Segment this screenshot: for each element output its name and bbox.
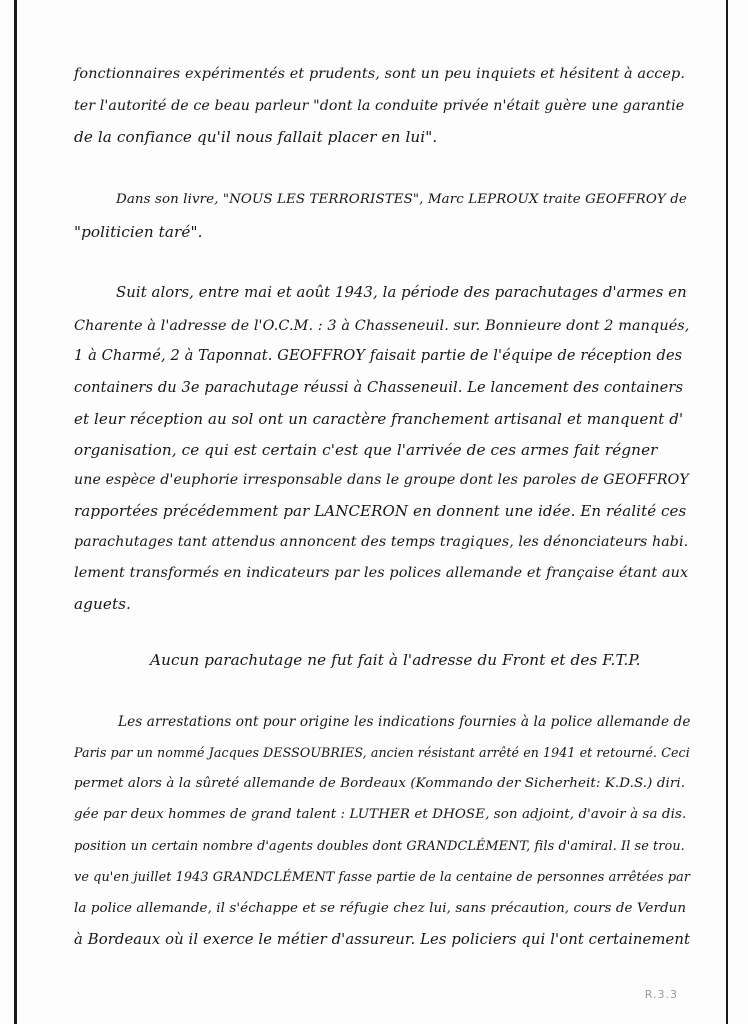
text-line: fonctionnaires expérimentés et prudents, sont un peu inquiets et hésitent à accep. (74, 66, 686, 82)
text-line: Paris par un nommé Jacques DESSOUBRIES, ancien résistant arrêté en 1941 et retourné. Ceci (74, 745, 690, 760)
text-line: 1 à Charmé, 2 à Taponnat. GEOFFROY faisait partie de l'équipe de réception des (74, 347, 683, 364)
page-right-edge (726, 0, 728, 1024)
text-line: Suit alors, entre mai et août 1943, la période des parachutages d'armes en (116, 284, 687, 301)
text-line: containers du 3e parachutage réussi à Chasseneuil. Le lancement des containers (74, 379, 684, 396)
text-line: parachutages tant attendus annoncent des temps tragiques, les dénonciateurs habi. (74, 534, 689, 550)
text-line: lement transformés en indicateurs par les polices allemande et française étant aux (74, 565, 689, 581)
text-line: organisation, ce qui est certain c'est que l'arrivée de ces armes fait régner (74, 441, 658, 459)
text-line: la police allemande, il s'échappe et se réfugie chez lui, sans précaution, cours de Verdun (74, 901, 687, 916)
text-line: et leur réception au sol ont un caractère franchement artisanal et manquent d' (74, 410, 684, 428)
text-line: ter l'autorité de ce beau parleur "dont la conduite privée n'était guère une garantie (74, 98, 685, 114)
text-line: aguets. (74, 595, 131, 613)
text-line: Aucun parachutage ne fut fait à l'adresse du Front et des F.T.P. (150, 651, 641, 669)
text-line: de la confiance qu'il nous fallait placer en lui". (74, 128, 438, 146)
text-line: gée par deux hommes de grand talent : LUTHER et DHOSE, son adjoint, d'avoir à sa dis. (74, 807, 687, 822)
text-line: Charente à l'adresse de l'O.C.M. : 3 à Chasseneuil. sur. Bonnieure dont 2 manqués, (74, 318, 690, 334)
text-line: ve qu'en juillet 1943 GRANDCLÉMENT fasse partie de la centaine de personnes arrêtées par (74, 870, 691, 885)
text-line: "politicien taré". (74, 223, 203, 241)
text-line: permet alors à la sûreté allemande de Bordeaux (Kommando der Sicherheit: K.D.S.) diri. (74, 776, 686, 791)
text-line: Les arrestations ont pour origine les indications fournies à la police allemande de (118, 714, 691, 730)
page-left-edge (14, 0, 17, 1024)
page-number-mark: R.3.3 (644, 988, 678, 1001)
text-line: rapportées précédemment par LANCERON en donnent une idée. En réalité ces (74, 502, 687, 520)
text-line: Dans son livre, "NOUS LES TERRORISTES", Marc LEPROUX traite GEOFFROY de (116, 192, 687, 207)
text-line: une espèce d'euphorie irresponsable dans le groupe dont les paroles de GEOFFROY (74, 472, 689, 488)
text-line: position un certain nombre d'agents doubles dont GRANDCLÉMENT, fils d'amiral. Il se trou. (74, 839, 685, 854)
text-line: à Bordeaux où il exerce le métier d'assureur. Les policiers qui l'ont certainement (74, 931, 691, 948)
